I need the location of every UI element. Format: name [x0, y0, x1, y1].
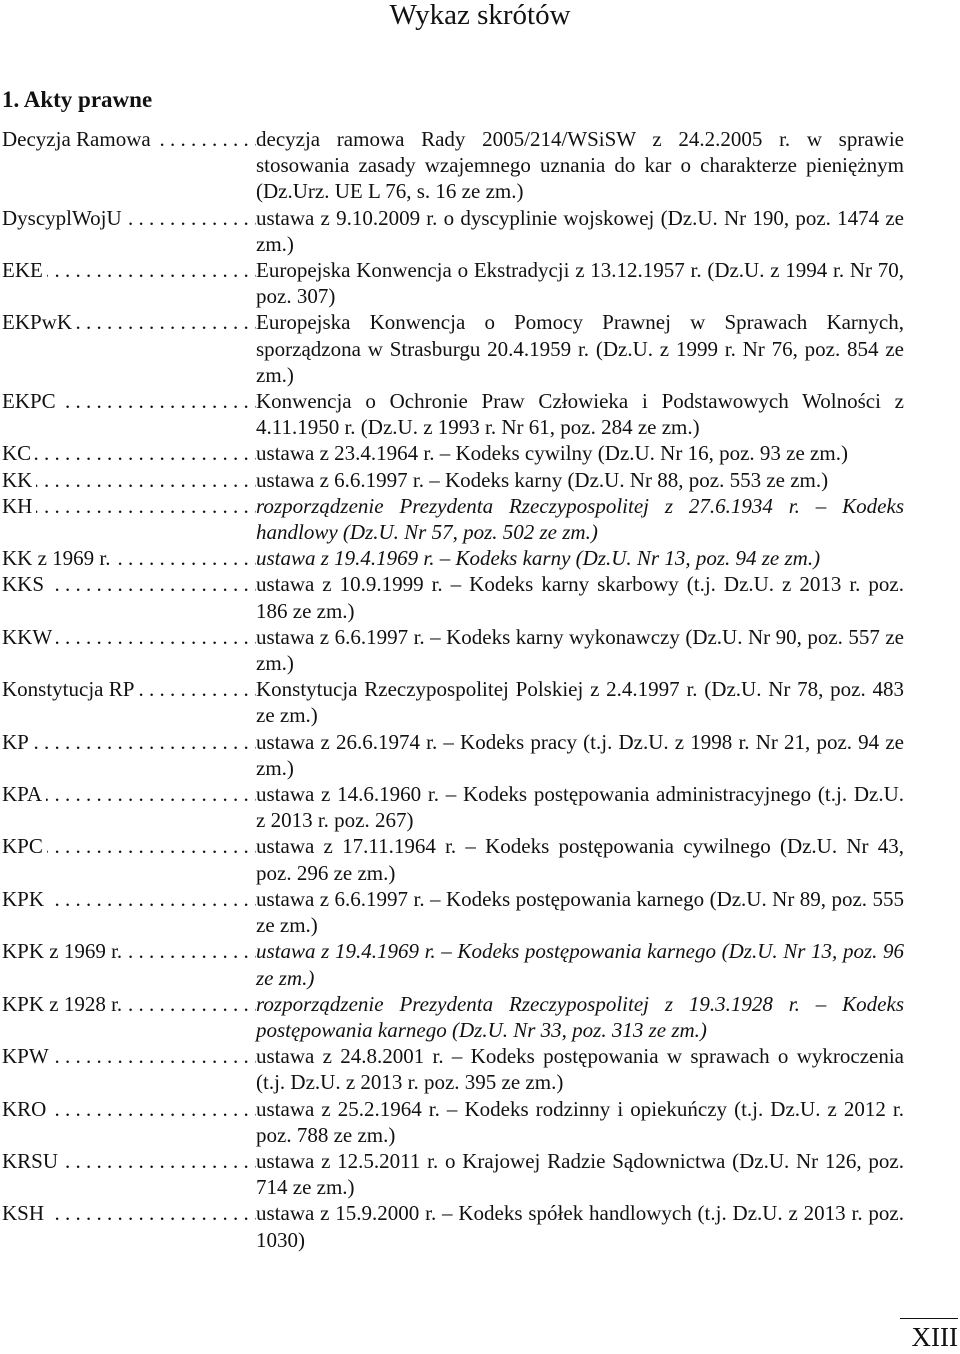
page-title: Wykaz skrótów	[389, 0, 571, 31]
abbreviation-entry	[2, 624, 904, 676]
abbreviation-description: ustawa z 12.5.2011 r. o Krajowej Radzie Sądownictwa (Dz.U. Nr 126, poz. 714 ze zm.)	[256, 1148, 904, 1200]
abbreviation-entry	[2, 886, 904, 938]
abbreviation-description: Konstytucja Rzeczypospolitej Polskiej z 2.4.1997 r. (Dz.U. Nr 78, poz. 483 ze zm.)	[256, 677, 904, 728]
abbreviation-list	[2, 126, 904, 1253]
abbreviation-entry	[2, 545, 904, 571]
abbreviation-entry	[2, 991, 904, 1043]
abbreviation-term	[2, 833, 256, 885]
abbreviation-description: ustawa z 26.6.1974 r. – Kodeks pracy (t.j. Dz.U. z 1998 r. Nr 21, poz. 94 ze zm.)	[256, 729, 904, 780]
abbreviation-term-text: Decyzja Ramowa	[2, 127, 155, 151]
abbreviation-entry	[2, 1200, 904, 1252]
abbreviation-term	[2, 440, 256, 466]
abbreviation-description: decyzja ramowa Rady 2005/214/WSiSW z 24.2.2005 r. w sprawie stosowania zasady wzajemnego uznania do kar o charakterze pieniężnym (Dz.Urz. UE L 76, s. 16 ze zm.)	[256, 127, 904, 204]
abbreviation-term-text: EKPC	[2, 389, 60, 413]
abbreviation-term	[2, 938, 256, 990]
abbreviation-entry	[2, 676, 904, 728]
abbreviation-term-text: KPW	[2, 1044, 53, 1068]
abbreviation-entry	[2, 205, 904, 257]
abbreviation-entry	[2, 440, 904, 466]
abbreviation-description: rozporządzenie Prezydenta Rzeczypospolitej z 19.3.1928 r. – Kodeks postępowania karnego (Dz.U. Nr 33, poz. 313 ze zm.)	[256, 991, 904, 1042]
abbreviation-term	[2, 1043, 256, 1095]
abbreviation-term-text: EKE	[2, 258, 47, 282]
abbreviation-description: ustawa z 15.9.2000 r. – Kodeks spółek handlowych (t.j. Dz.U. z 2013 r. poz. 1030)	[256, 1201, 904, 1252]
abbreviation-description: rozporządzenie Prezydenta Rzeczypospolitej z 27.6.1934 r. – Kodeks handlowy (Dz.U. Nr 57, poz. 502 ze zm.)	[256, 493, 904, 545]
abbreviation-term-text: KPK	[2, 887, 48, 911]
abbreviation-description: ustawa z 25.2.1964 r. – Kodeks rodzinny i opiekuńczy (t.j. Dz.U. z 2012 r. poz. 788 ze zm.)	[256, 1096, 904, 1147]
abbreviation-entry	[2, 467, 904, 493]
abbreviation-description: ustawa z 6.6.1997 r. – Kodeks karny (Dz.U. Nr 88, poz. 553 ze zm.)	[256, 467, 829, 492]
abbreviation-description: ustawa z 23.4.1964 r. – Kodeks cywilny (Dz.U. Nr 16, poz. 93 ze zm.)	[256, 441, 848, 466]
abbreviation-description: ustawa z 24.8.2001 r. – Kodeks postępowania w sprawach o wykroczenia (t.j. Dz.U. z 2013 r. poz. 395 ze zm.)	[256, 1044, 904, 1095]
abbreviation-term-text: KK	[2, 468, 36, 492]
abbreviation-term-text: KPA	[2, 782, 46, 806]
abbreviation-term	[2, 624, 256, 676]
abbreviation-term	[2, 205, 256, 257]
abbreviation-term-text: KRO	[2, 1097, 50, 1121]
abbreviation-entry	[2, 1148, 904, 1200]
abbreviation-entry	[2, 938, 904, 990]
page-number: XIII	[911, 1322, 958, 1352]
abbreviation-entry	[2, 388, 904, 440]
abbreviation-term	[2, 126, 256, 205]
abbreviation-description: ustawa z 17.11.1964 r. – Kodeks postępowania cywilnego (Dz.U. Nr 43, poz. 296 ze zm.)	[256, 834, 904, 885]
abbreviation-entry	[2, 729, 904, 781]
abbreviation-term	[2, 1096, 256, 1148]
abbreviation-term	[2, 571, 256, 623]
abbreviation-entry	[2, 833, 904, 885]
abbreviation-description: ustawa z 19.4.1969 r. – Kodeks postępowania karnego (Dz.U. Nr 13, poz. 96 ze zm.)	[256, 939, 904, 990]
abbreviation-term-text: Konstytucja RP	[2, 677, 138, 701]
abbreviation-term-text: KKS	[2, 572, 48, 596]
abbreviation-term	[2, 545, 256, 571]
abbreviation-description: ustawa z 6.6.1997 r. – Kodeks postępowania karnego (Dz.U. Nr 89, poz. 555 ze zm.)	[256, 886, 904, 938]
abbreviation-term-text: KK z 1969 r.	[2, 546, 115, 570]
abbreviation-entry	[2, 571, 904, 623]
abbreviation-term-text: KKW	[2, 625, 56, 649]
abbreviation-term	[2, 467, 256, 493]
footer-rule	[900, 1318, 958, 1319]
abbreviation-description: Europejska Konwencja o Ekstradycji z 13.12.1957 r. (Dz.U. z 1994 r. Nr 70, poz. 307)	[256, 258, 904, 309]
section-heading: 1. Akty prawne	[2, 87, 153, 112]
abbreviation-description: Konwencja o Ochronie Praw Człowieka i Podstawowych Wolności z 4.11.1950 r. (Dz.U. z 1993 r. Nr 61, poz. 284 ze zm.)	[256, 389, 904, 440]
abbreviation-term-text: KPK z 1928 r.	[2, 992, 126, 1016]
abbreviation-term-text: KSH	[2, 1201, 48, 1225]
abbreviation-term	[2, 309, 256, 388]
abbreviation-term-text: KC	[2, 441, 35, 465]
abbreviation-term	[2, 388, 256, 440]
abbreviation-term-text: EKPwK	[2, 310, 76, 334]
abbreviation-entry	[2, 493, 904, 545]
abbreviation-description: ustawa z 9.10.2009 r. o dyscyplinie wojskowej (Dz.U. Nr 190, poz. 1474 ze zm.)	[256, 205, 904, 256]
abbreviation-entry	[2, 1043, 904, 1095]
abbreviation-term-text: KP	[2, 730, 33, 754]
abbreviation-term	[2, 676, 256, 728]
abbreviation-description: ustawa z 19.4.1969 r. – Kodeks karny (Dz.U. Nr 13, poz. 94 ze zm.)	[256, 546, 821, 571]
abbreviation-term-text: KPK z 1969 r.	[2, 939, 126, 963]
abbreviation-description: ustawa z 14.6.1960 r. – Kodeks postępowania administracyjnego (t.j. Dz.U. z 2013 r. poz. 267)	[256, 782, 904, 833]
abbreviation-term-text: DyscyplWojU	[2, 206, 126, 230]
abbreviation-term	[2, 729, 256, 781]
abbreviation-description: ustawa z 10.9.1999 r. – Kodeks karny skarbowy (t.j. Dz.U. z 2013 r. poz. 186 ze zm.)	[256, 572, 904, 623]
abbreviation-term	[2, 991, 256, 1043]
abbreviation-entry	[2, 126, 904, 205]
abbreviation-term	[2, 1200, 256, 1252]
abbreviation-term-text: KH	[2, 494, 36, 518]
abbreviation-term	[2, 493, 256, 545]
abbreviation-term	[2, 781, 256, 833]
abbreviation-term-text: KPC	[2, 834, 47, 858]
abbreviation-term-text: KRSU	[2, 1149, 62, 1173]
abbreviation-description: ustawa z 6.6.1997 r. – Kodeks karny wykonawczy (Dz.U. Nr 90, poz. 557 ze zm.)	[256, 624, 904, 676]
abbreviation-term	[2, 1148, 256, 1200]
abbreviation-term	[2, 257, 256, 309]
abbreviation-entry	[2, 1096, 904, 1148]
abbreviation-entry	[2, 781, 904, 833]
abbreviation-entry	[2, 257, 904, 309]
abbreviation-description: Europejska Konwencja o Pomocy Prawnej w Sprawach Karnych, sporządzona w Strasburgu 20.4.1959 r. (Dz.U. z 1999 r. Nr 76, poz. 854 ze zm.)	[256, 310, 904, 387]
abbreviation-term	[2, 886, 256, 938]
abbreviation-entry	[2, 309, 904, 388]
